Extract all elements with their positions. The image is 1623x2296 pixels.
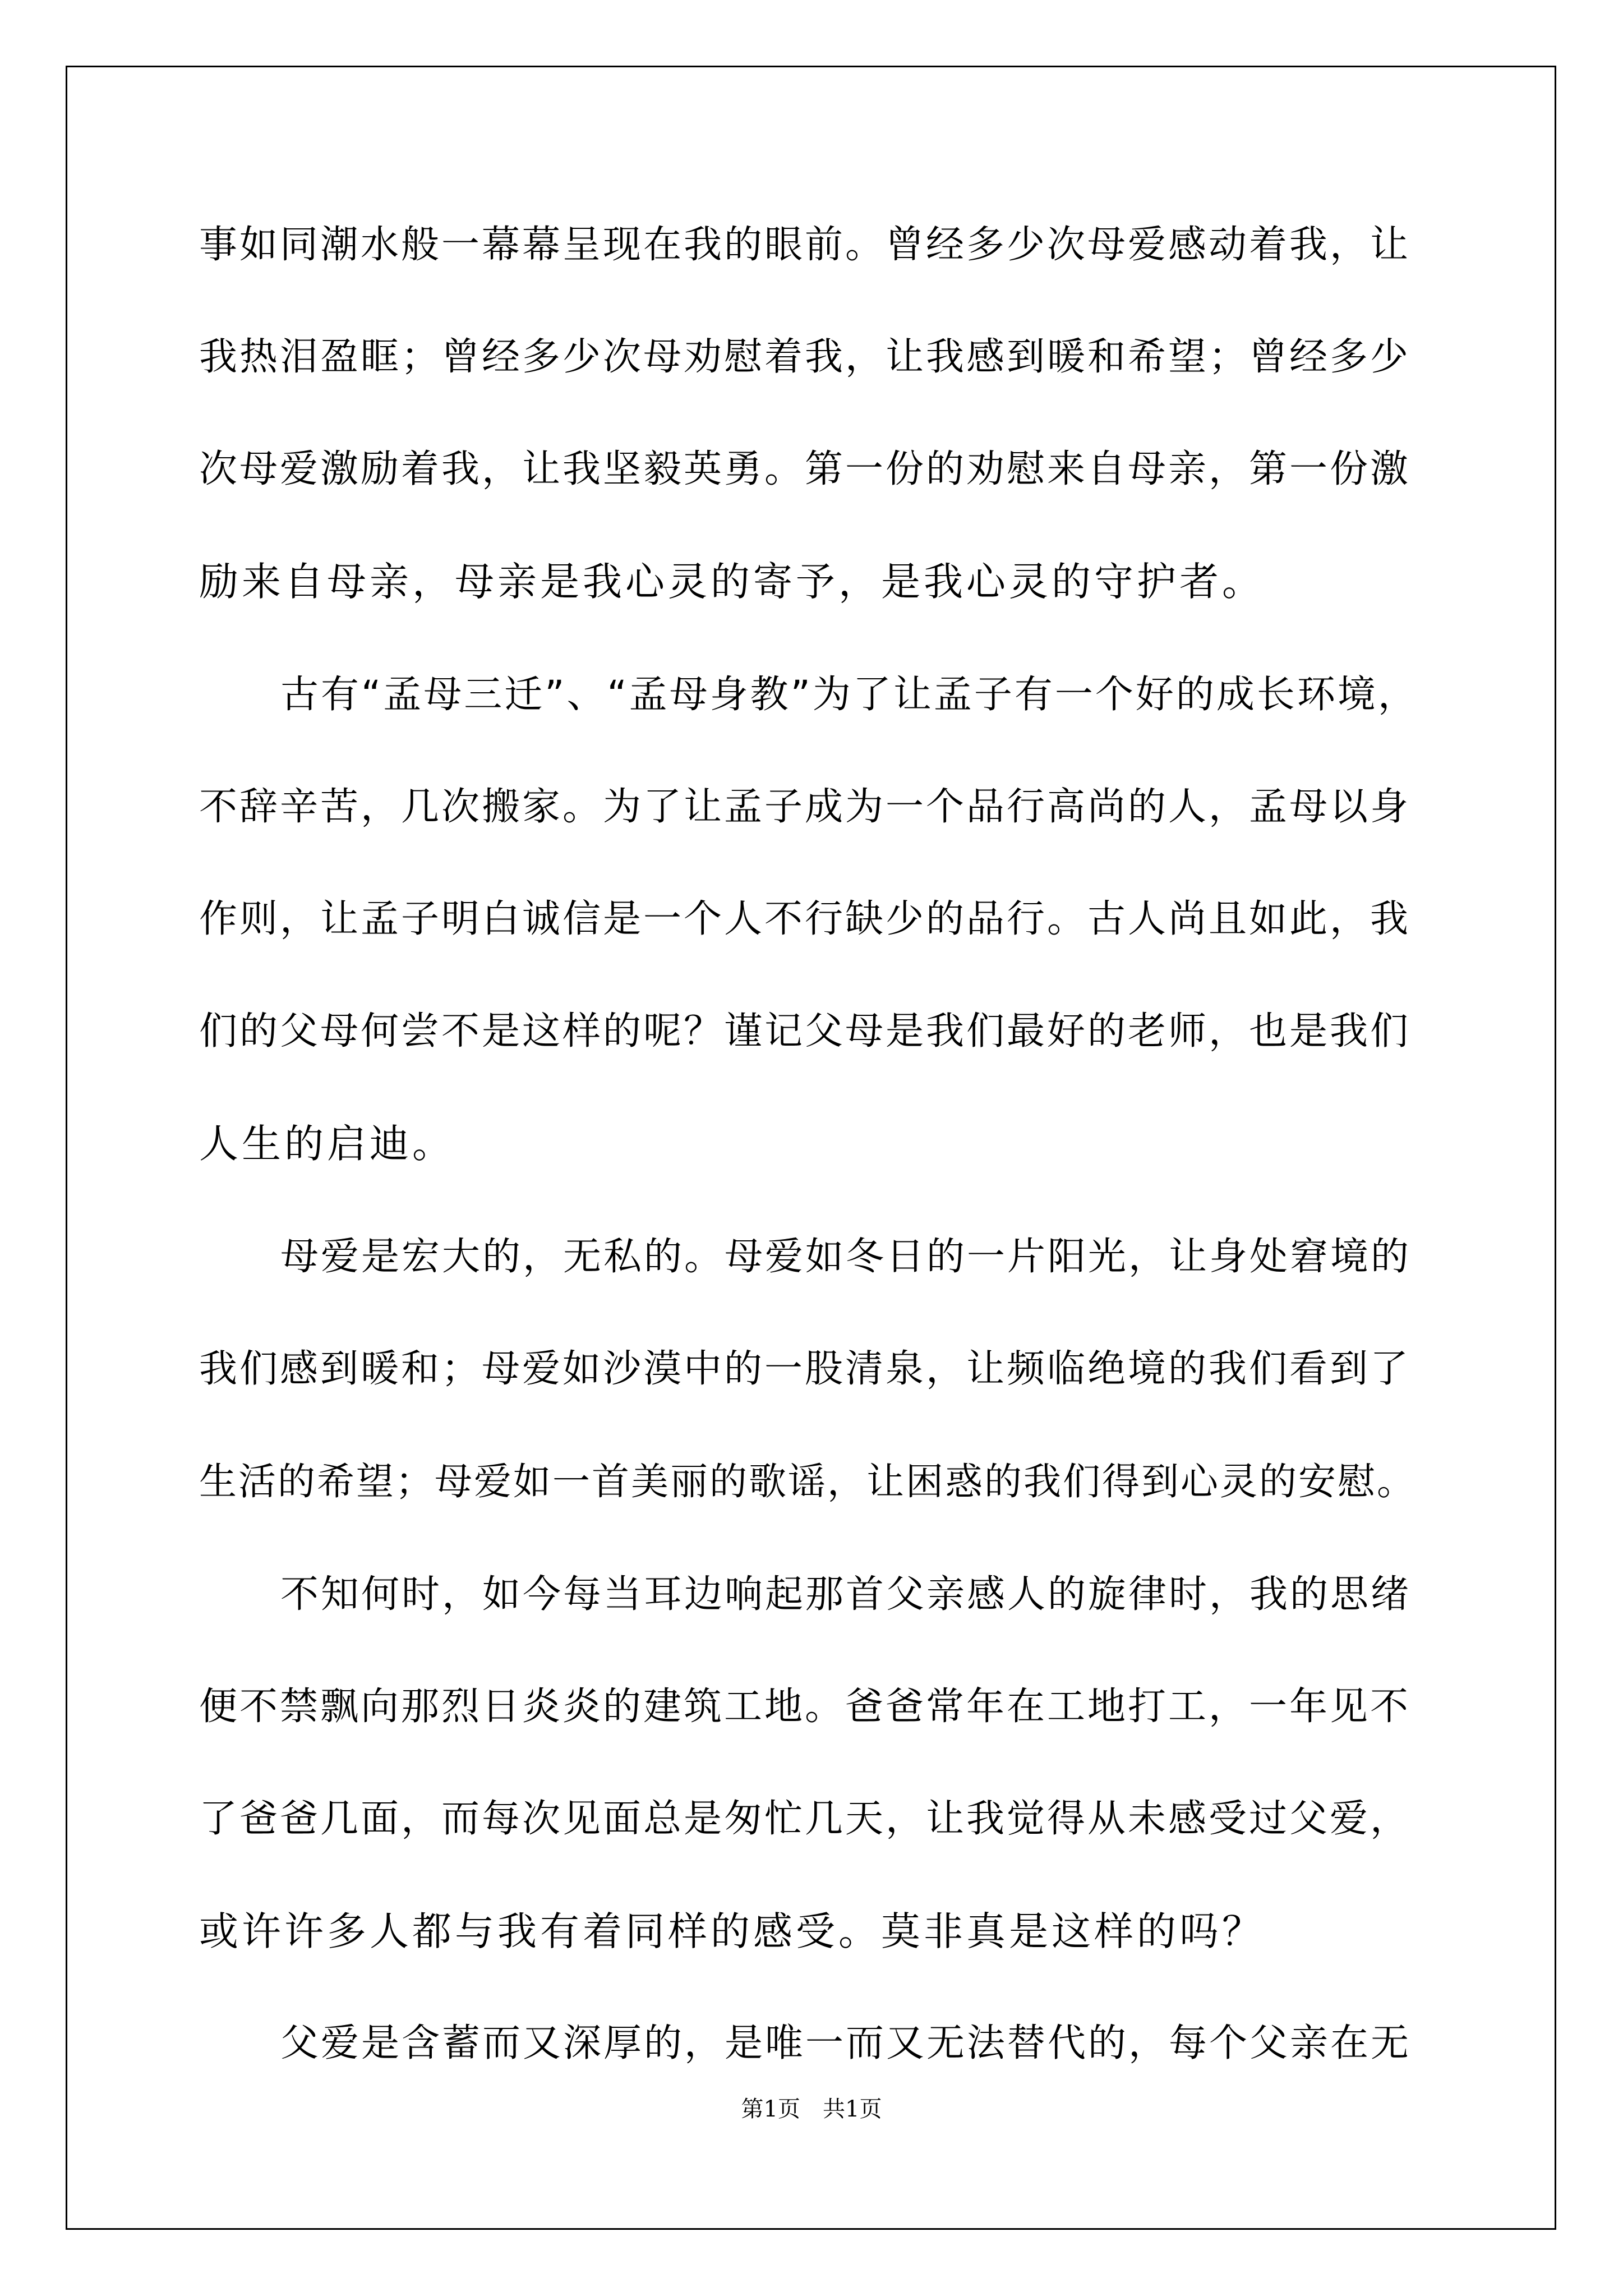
text-line: 我们感到暖和；母爱如沙漠中的一股清泉，让频临绝境的我们看到了 [199,1347,1411,1391]
text-line: 们的父母何尝不是这样的呢？谨记父母是我们最好的老师，也是我们 [199,1009,1411,1053]
text-line: 或许许多人都与我有着同样的感受。莫非真是这样的吗？ [199,1908,1265,1954]
text-line: 励来自母亲，母亲是我心灵的寄予，是我心灵的守护者。 [199,559,1265,605]
text-line: 了爸爸几面，而每次见面总是匆忙几天，让我觉得从未感受过父爱， [199,1797,1411,1841]
text-line: 次母爱激励着我，让我坚毅英勇。第一份的劝慰来自母亲，第一份激 [199,447,1411,491]
text-line: 人生的启迪。 [199,1121,455,1167]
text-line: 不辞辛苦，几次搬家。为了让孟子成为一个品行高尚的人，孟母以身 [199,785,1411,829]
text-line: 生活的希望；母爱如一首美丽的歌谣，让困惑的我们得到心灵的安慰。 [199,1460,1416,1503]
paragraph-first-line: 母爱是宏大的，无私的。母爱如冬日的一片阳光，让身处窘境的 [280,1235,1412,1279]
paragraph-first-line: 不知何时，如今每当耳边响起那首父亲感人的旋律时，我的思绪 [280,1572,1412,1617]
paragraph-first-line: 父爱是含蓄而又深厚的，是唯一而又无法替代的，每个父亲在无 [280,2021,1412,2065]
text-line: 我热泪盈眶；曾经多少次母劝慰着我，让我感到暖和希望；曾经多少 [199,335,1411,379]
page-footer: 第1页 共1页 [741,2096,882,2122]
text-line: 事如同潮水般一幕幕呈现在我的眼前。曾经多少次母爱感动着我，让 [199,223,1411,267]
text-line: 便不禁飘向那烈日炎炎的建筑工地。爸爸常年在工地打工，一年见不 [199,1685,1411,1729]
paragraph-first-line: 古有“孟母三迁”、“孟母身教”为了让孟子有一个好的成长环境， [280,673,1418,717]
text-line: 作则，让孟子明白诚信是一个人不行缺少的品行。古人尚且如此，我 [199,897,1411,941]
